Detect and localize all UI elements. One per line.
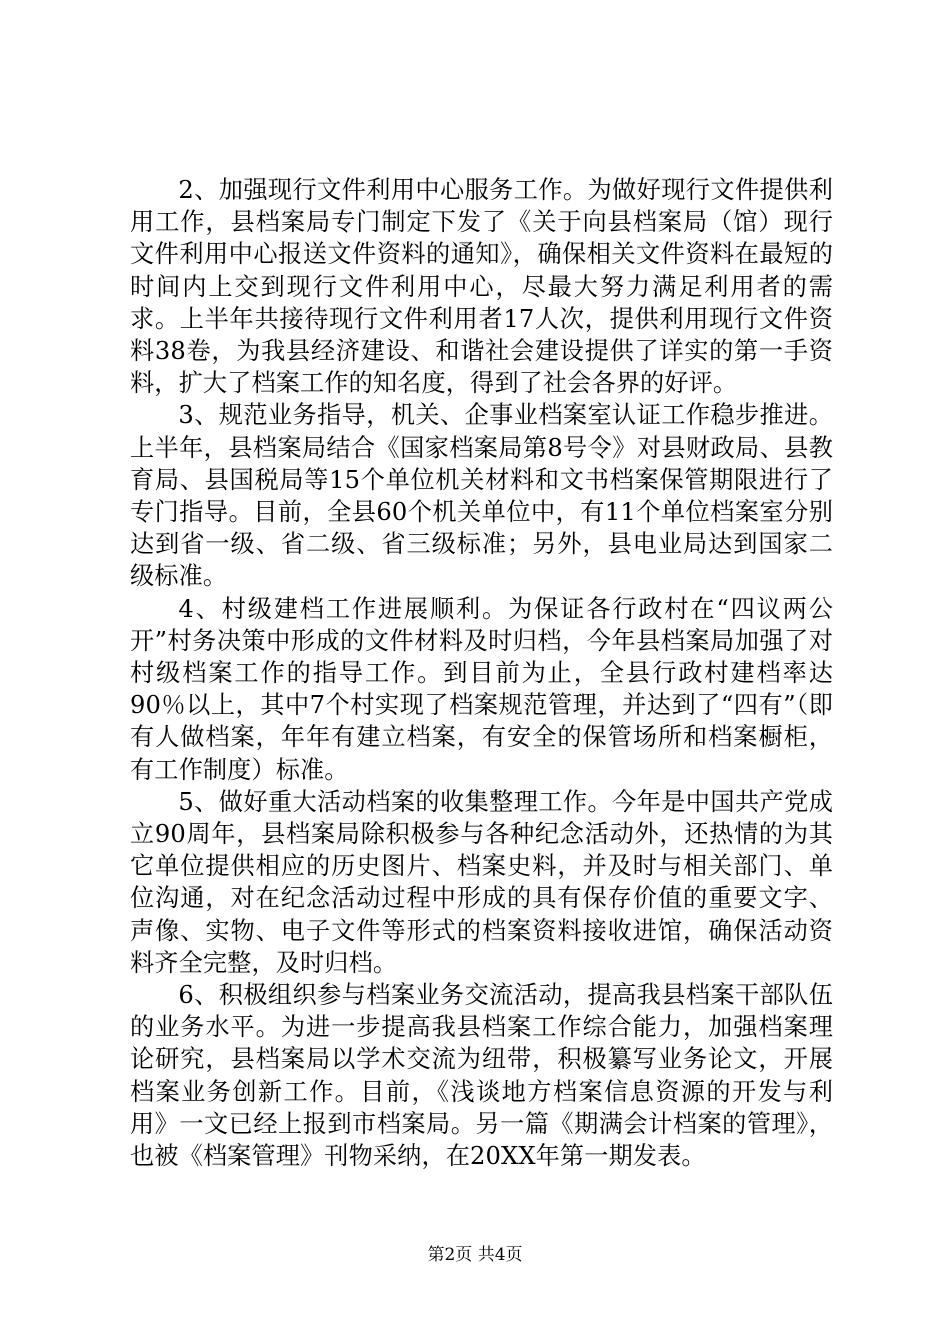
page-number: 第2页 共4页	[427, 1245, 523, 1265]
page-footer	[0, 1244, 950, 1266]
paragraph-item-4: 4、村级建档工作进展顺利。为保证各行政村在“四议两公开”村务决策中形成的文件材料及时归档，今年县档案局加强了对村级档案工作的指导工作。到目前为止，全县行政村建档率达90％以上，其中7个村实现了档案规范管理，并达到了“四有”（即有人做档案，年年有建立档案，有安全的保管场所和档案橱柜，有工作制度）标准。	[130, 594, 833, 784]
paragraph-item-5: 5、做好重大活动档案的收集整理工作。今年是中国共产党成立90周年，县档案局除积极参与各种纪念活动外，还热情的为其它单位提供相应的历史图片、档案史料，并及时与相关部门、单位沟通，对在纪念活动过程中形成的具有保存价值的重要文字、声像、实物、电子文件等形式的档案资料接收进馆，确保活动资料齐全完整，及时归档。	[130, 787, 833, 977]
paragraph-item-3: 3、规范业务指导，机关、企事业档案室认证工作稳步推进。上半年，县档案局结合《国家档案局第8号令》对县财政局、县教育局、县国税局等15个单位机关材料和文书档案保管期限进行了专门指导。目前，全县60个机关单位中，有11个单位档案室分别达到省一级、省二级、省三级标准；另外，县电业局达到国家二级标准。	[130, 401, 833, 591]
paragraph-item-2: 2、加强现行文件利用中心服务工作。为做好现行文件提供利用工作，县档案局专门制定下发了《关于向县档案局（馆）现行文件利用中心报送文件资料的通知》，确保相关文件资料在最短的时间内上交到现行文件利用中心，尽最大努力满足利用者的需求。上半年共接待现行文件利用者17人次，提供利用现行文件资料38卷，为我县经济建设、和谐社会建设提供了详实的第一手资料，扩大了档案工作的知名度，得到了社会各界的好评。	[130, 176, 833, 398]
document-body	[130, 174, 833, 1172]
paragraph-item-6: 6、积极组织参与档案业务交流活动，提高我县档案干部队伍的业务水平。为进一步提高我县档案工作综合能力，加强档案理论研究，县档案局以学术交流为纽带，积极纂写业务论文，开展档案业务创新工作。目前，《浅谈地方档案信息资源的开发与利用》一文已经上报到市档案局。另一篇《期满会计档案的管理》，也被《档案管理》刊物采纳，在20XX年第一期发表。	[130, 981, 833, 1171]
